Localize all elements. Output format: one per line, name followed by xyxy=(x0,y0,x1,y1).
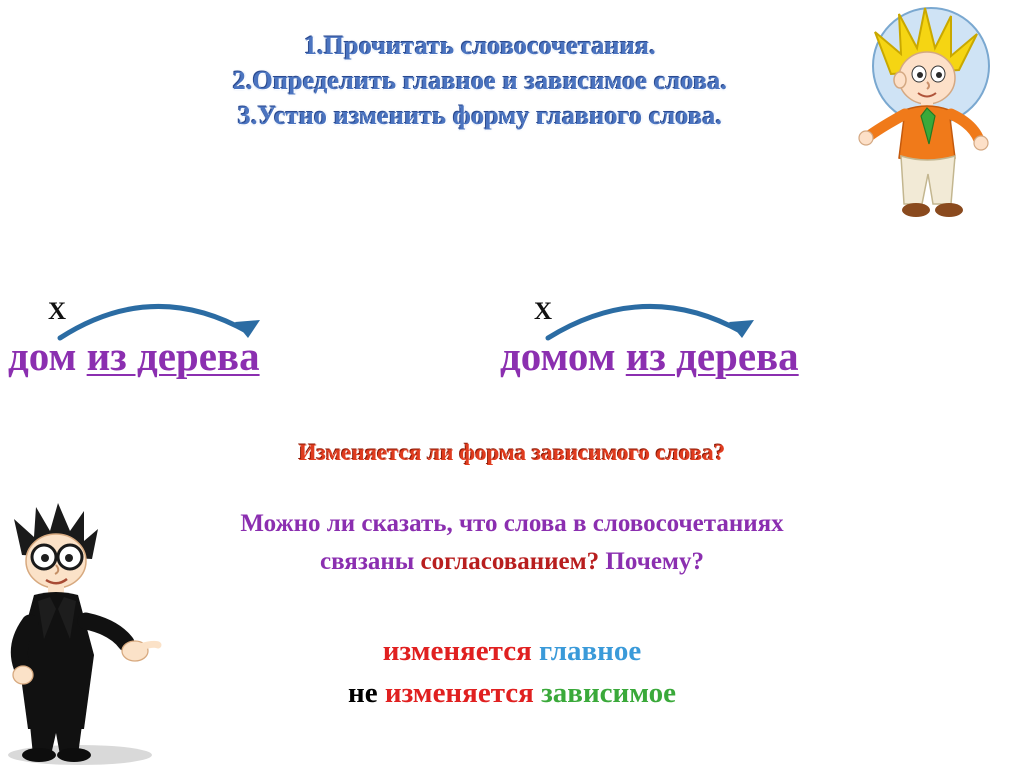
dependent-word-2: из дерева xyxy=(625,333,799,379)
professor-clipart xyxy=(0,497,190,767)
answer2-word-dependent: зависимое xyxy=(541,677,676,710)
question-agreement-line-1: Можно ли сказать, что слова в словосочетаниях xyxy=(240,510,784,537)
question-agreement-accent: согласованием? xyxy=(420,547,600,575)
phrase-text-2 xyxy=(500,332,799,380)
instructions-block xyxy=(100,28,860,133)
answer1-word-changes: изменяется xyxy=(382,635,532,667)
main-word-2: домом xyxy=(500,333,616,379)
answer2-word-changes: изменяется xyxy=(384,677,534,710)
question-agreement-line2-part2: Почему? xyxy=(605,547,704,575)
main-word-1: дом xyxy=(8,333,77,379)
question-dependent-form: Изменяется ли форма зависимого слова? xyxy=(298,440,726,465)
answer1-word-main: главное xyxy=(539,635,642,667)
instruction-line-3: 3.Устно изменить форму главного слова. xyxy=(237,101,723,131)
x-mark-main-word-1: X xyxy=(48,298,67,325)
x-mark-main-word-2: X xyxy=(534,298,553,325)
boy-clipart xyxy=(839,4,1004,234)
answer2-word-not: не xyxy=(348,677,378,710)
dependent-word-1: из дерева xyxy=(86,333,260,379)
instruction-line-1: 1.Прочитать словосочетания. xyxy=(303,31,657,60)
instruction-line-2: 2.Определить главное и зависимое слова. xyxy=(232,66,728,96)
phrase-diagrams xyxy=(0,290,1024,400)
question-agreement-line2-part1: связаны xyxy=(320,547,415,575)
phrase-text-1 xyxy=(8,332,260,380)
